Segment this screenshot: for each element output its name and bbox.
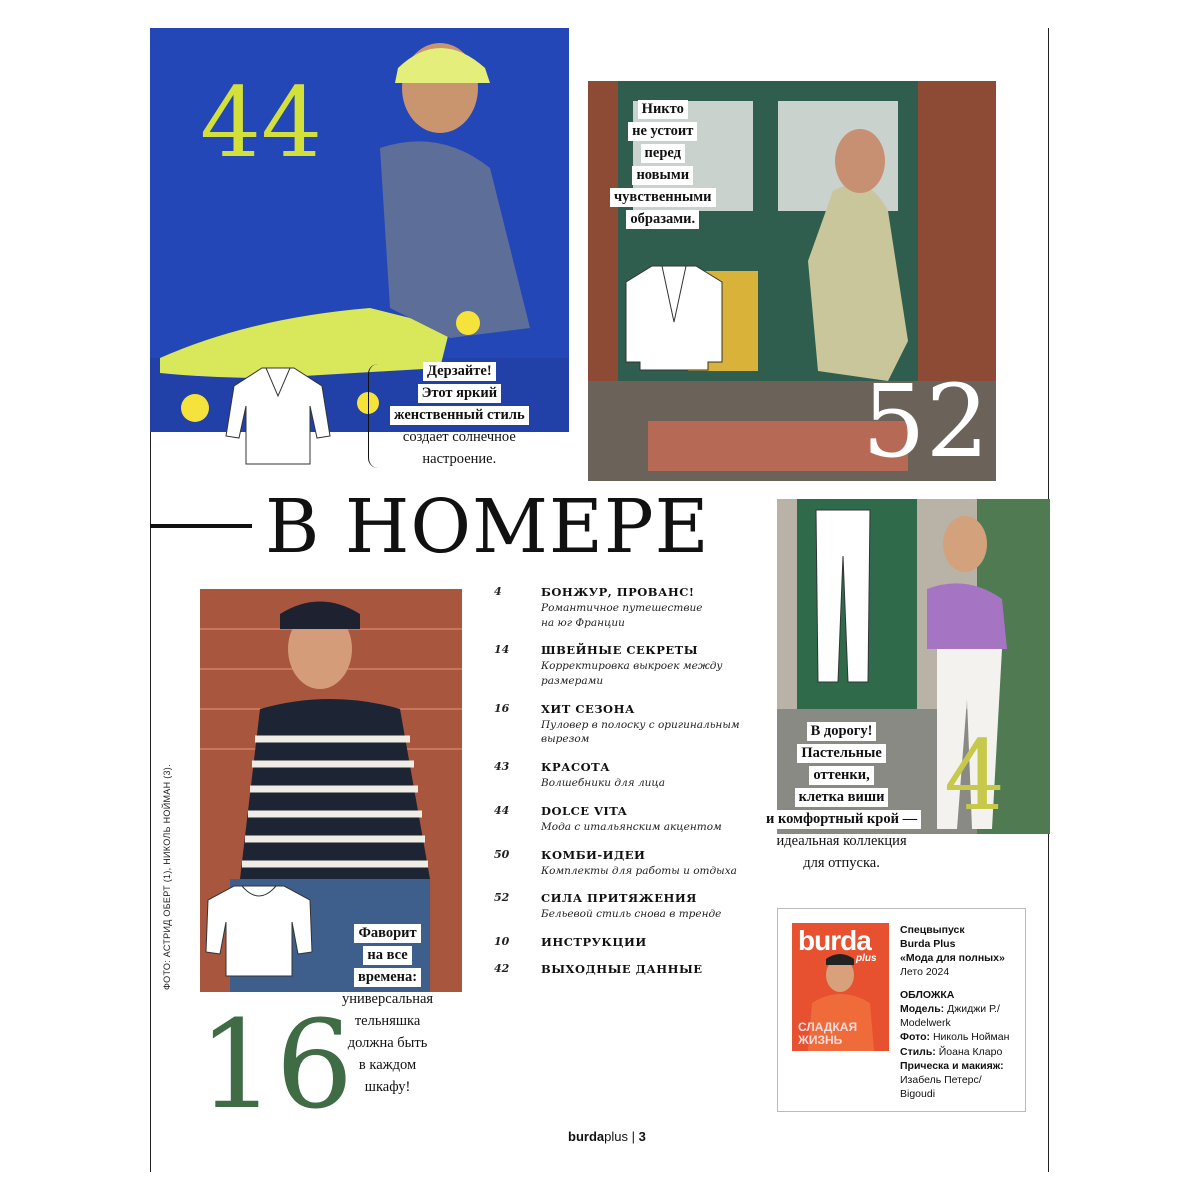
info-value: Джиджи Р./ (947, 1003, 1000, 1016)
title-rule (150, 524, 252, 528)
info-label: Стиль: (900, 1045, 936, 1058)
toc-description (541, 907, 758, 922)
page-number-4: 4 (944, 720, 1006, 832)
page-title: В НОМЕРЕ (265, 484, 710, 570)
page-number-52: 52 (862, 363, 990, 480)
toc-title: DOLCE VITA (541, 803, 628, 818)
caption-line: Фаворит (354, 924, 420, 943)
info-line: «Мода для полных» (900, 952, 1005, 965)
cover-headline (798, 1021, 857, 1046)
toc-title: КОМБИ-ИДЕИ (541, 847, 646, 862)
pants-sketch-icon (812, 506, 874, 686)
caption-line: Пастельные (797, 744, 885, 763)
caption-line: оттенки, (809, 766, 873, 785)
toc-entry-body (541, 848, 758, 879)
toc-entry (488, 643, 758, 688)
info-label: Модель: (900, 1003, 945, 1016)
info-value: Йоана Кларо (938, 1045, 1003, 1058)
info-line: Спецвыпуск (900, 924, 965, 936)
toc-description (541, 718, 758, 747)
cover-headline-line: ЖИЗНЬ (798, 1032, 843, 1047)
caption-line: Дерзайте! (423, 362, 496, 381)
toc-description (541, 776, 758, 791)
footer-brand: burda (568, 1129, 605, 1144)
toc-entry-body (541, 585, 758, 630)
blouse-sketch-icon (222, 366, 334, 466)
caption-line: чувственными (610, 188, 716, 207)
toc-description-line: Мода с итальянским акцентом (541, 820, 722, 833)
toc-entry (488, 702, 758, 747)
toc-description-line: Бельевой стиль снова в тренде (541, 908, 722, 921)
info-line: Лето 2024 (900, 966, 950, 979)
jacket-sketch-icon (622, 262, 726, 372)
toc-description-line: Волшебники для лица (541, 777, 666, 790)
page-footer (568, 1129, 646, 1144)
caption-line: времена: (354, 968, 421, 987)
caption-line: универсальная (342, 991, 434, 1007)
info-label: Фото: (900, 1031, 931, 1044)
toc-description-line: Корректировка выкроек между (541, 660, 723, 673)
toc-description (541, 820, 758, 835)
toc-title: КРАСОТА (541, 760, 611, 775)
toc-title: СИЛА ПРИТЯЖЕНИЯ (541, 891, 697, 906)
toc-page-number: 10 (494, 934, 510, 948)
toc-entry (488, 760, 758, 791)
toc-title: ХИТ СЕЗОНА (541, 701, 635, 716)
photo-credit: ФОТО: АСТРИД ОБЕРТ (1), НИКОЛЬ НОЙМАН (3). (162, 764, 172, 990)
cover-info-text (900, 923, 1022, 1101)
caption-line: женственный стиль (390, 406, 529, 425)
toc-entry (488, 848, 758, 879)
toc-page-number: 16 (494, 701, 510, 715)
curly-brace (368, 364, 381, 468)
cover-info-box (777, 908, 1026, 1112)
table-of-contents (488, 585, 758, 989)
toc-entry-body (541, 702, 758, 747)
toc-description-line: на юг Франции (541, 616, 625, 629)
info-value: Николь Нойман (932, 1031, 1010, 1044)
toc-description-line: Пуловер в полоску с оригинальным (541, 718, 740, 731)
toc-entry-body (541, 643, 758, 688)
cover-plus: plus (856, 953, 877, 964)
toc-page-number: 14 (494, 643, 510, 657)
caption-line: на все (363, 946, 411, 965)
toc-page-number: 42 (494, 961, 510, 975)
toc-page-number: 52 (494, 891, 510, 905)
caption-line: В дорогу! (807, 722, 877, 741)
caption-line: идеальная коллекция (776, 833, 907, 849)
magazine-cover-thumbnail (792, 923, 889, 1051)
toc-description-line: Комплекты для работы и отдыха (541, 864, 737, 877)
toc-title: ИНСТРУКЦИИ (541, 934, 647, 949)
toc-description-line: Романтичное путешествие (541, 602, 703, 614)
toc-entry (488, 962, 758, 976)
page-number-16: 16 (198, 994, 354, 1136)
caption-line: перед (641, 144, 685, 163)
toc-description (541, 601, 758, 630)
caption-52 (610, 100, 716, 229)
toc-title: ВЫХОДНЫЕ ДАННЫЕ (541, 961, 703, 976)
toc-page-number: 44 (494, 803, 510, 817)
toc-entry (488, 935, 758, 949)
caption-line: тельняшка (354, 1013, 421, 1029)
caption-44 (390, 362, 529, 469)
toc-title: ШВЕЙНЫЕ СЕКРЕТЫ (541, 643, 699, 658)
toc-page-number: 4 (494, 585, 502, 598)
caption-line: не устоит (628, 122, 697, 141)
toc-entry (488, 804, 758, 835)
toc-entry-body (541, 935, 758, 949)
caption-4 (762, 722, 921, 873)
toc-page-number: 43 (494, 760, 510, 774)
caption-line: должна быть (347, 1035, 428, 1051)
cover-headline-line: СЛАДКАЯ (798, 1020, 858, 1034)
toc-page-number: 50 (494, 847, 510, 861)
caption-line: клетка виши (795, 788, 889, 807)
caption-line: настроение. (422, 451, 497, 467)
info-value: Изабель Петерс/ (900, 1073, 982, 1086)
page-number-44: 44 (200, 67, 323, 179)
info-line: Burda Plus (900, 938, 956, 951)
footer-page-number: 3 (638, 1129, 646, 1144)
caption-line: и комфортный крой — (762, 810, 921, 829)
caption-line: образами. (626, 210, 699, 229)
toc-description (541, 864, 758, 879)
striped-top-sketch-icon (202, 882, 316, 980)
toc-description-line: размерами (541, 675, 604, 688)
toc-entry-body (541, 891, 758, 922)
toc-entry (488, 891, 758, 922)
info-heading: ОБЛОЖКА (900, 989, 955, 1002)
info-label: Прическа и макияж: (900, 1059, 1004, 1072)
caption-line: новыми (632, 166, 693, 185)
caption-line: в каждом (358, 1057, 417, 1073)
caption-line: шкафу! (364, 1079, 411, 1095)
toc-description (541, 659, 758, 688)
toc-entry-body (541, 804, 758, 835)
cover-logo: burda (798, 925, 871, 956)
footer-brand-suffix: plus (604, 1129, 628, 1144)
caption-line: создает солнечное (402, 429, 516, 445)
info-value: Bigoudi (900, 1087, 936, 1100)
info-value: Modelwerk (900, 1017, 951, 1030)
toc-description-line: вырезом (541, 733, 590, 746)
toc-entry-body (541, 962, 758, 976)
caption-line: для отпуска. (803, 855, 880, 871)
caption-line: Никто (638, 100, 688, 119)
caption-line: Этот яркий (418, 384, 502, 403)
toc-entry (488, 585, 758, 630)
footer-separator: | (631, 1129, 635, 1144)
toc-title: БОНЖУР, ПРОВАНС! (541, 585, 695, 599)
toc-entry-body (541, 760, 758, 791)
